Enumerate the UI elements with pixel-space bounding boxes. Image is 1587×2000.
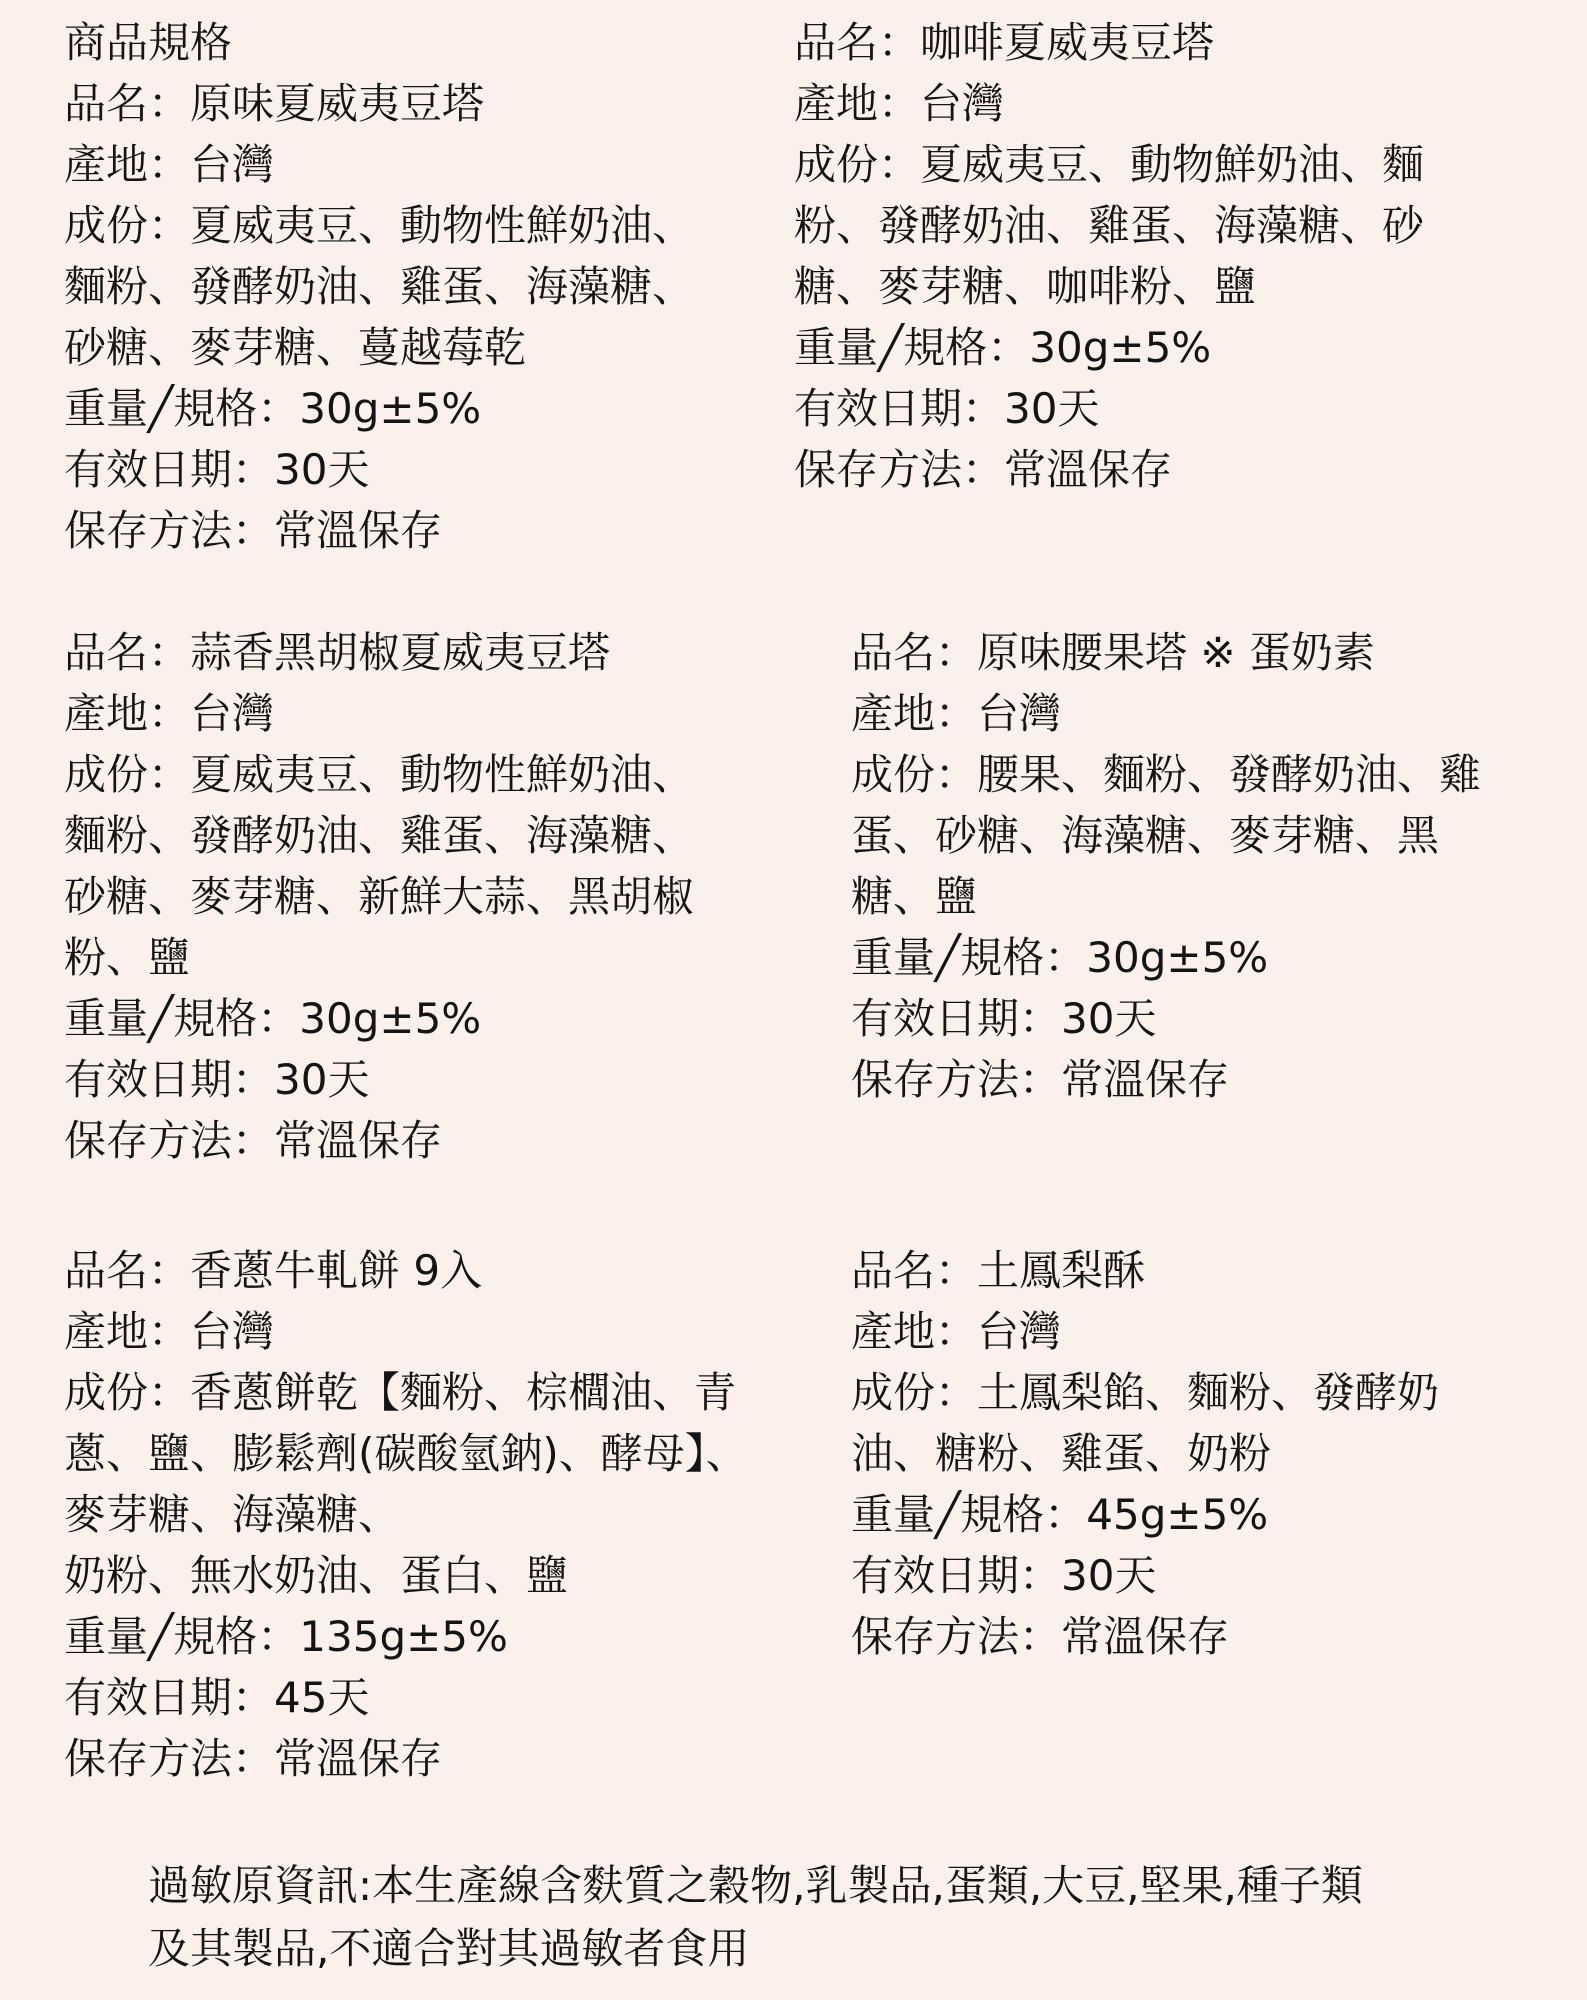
shelf-life: 有效日期：30天: [851, 994, 1157, 1043]
ingredients-line: 粉、鹽: [64, 933, 191, 982]
ingredients-line: 糖、麥芽糖、咖啡粉、鹽: [794, 262, 1257, 311]
origin: 產地：台灣: [64, 689, 275, 738]
ingredients-line: 砂糖、麥芽糖、新鮮大蒜、黑胡椒: [64, 872, 695, 921]
ingredients-line: 成份：夏威夷豆、動物性鮮奶油、: [64, 750, 695, 799]
weight-spec: 重量╱規格：45g±5%: [851, 1490, 1269, 1539]
weight-spec: 重量╱規格：135g±5%: [64, 1612, 508, 1661]
product-name: 品名：原味夏威夷豆塔: [64, 79, 485, 128]
allergen-notice-line: 及其製品,不適合對其過敏者食用: [148, 1924, 750, 1973]
spec-block-coffee-macadamia-tart: [794, 12, 1424, 500]
storage-method: 保存方法：常溫保存: [851, 1055, 1230, 1104]
storage-method: 保存方法：常溫保存: [851, 1612, 1230, 1661]
ingredients-line: 奶粉、無水奶油、蛋白、鹽: [64, 1551, 569, 1600]
product-name: 品名：土鳳梨酥: [851, 1246, 1146, 1295]
spec-block-garlic-pepper-macadamia-tart: [64, 622, 694, 1171]
ingredients-line: 成份：腰果、麵粉、發酵奶油、雞: [851, 750, 1482, 799]
ingredients-line: 麵粉、發酵奶油、雞蛋、海藻糖、: [64, 811, 695, 860]
origin: 產地：台灣: [64, 1307, 275, 1356]
shelf-life: 有效日期：30天: [64, 1055, 370, 1104]
weight-spec: 重量╱規格：30g±5%: [64, 384, 482, 433]
spec-block-original-macadamia-tart: [64, 12, 694, 561]
ingredients-line: 成份：土鳳梨餡、麵粉、發酵奶: [851, 1368, 1440, 1417]
spec-block-scallion-nougat-cracker: [64, 1240, 748, 1789]
ingredients-line: 蔥、鹽、膨鬆劑(碳酸氫鈉)、酵母】、: [64, 1429, 748, 1478]
allergen-notice: [148, 1854, 1363, 1980]
ingredients-line: 麥芽糖、海藻糖、: [64, 1490, 401, 1539]
product-name: 品名：蒜香黑胡椒夏威夷豆塔: [64, 628, 611, 677]
origin: 產地：台灣: [851, 689, 1062, 738]
product-name: 品名：原味腰果塔 ※ 蛋奶素: [851, 628, 1375, 677]
product-name: 品名：香蔥牛軋餅 9入: [64, 1246, 483, 1295]
ingredients-line: 糖、鹽: [851, 872, 978, 921]
product-name: 品名：咖啡夏威夷豆塔: [794, 18, 1215, 67]
storage-method: 保存方法：常溫保存: [64, 506, 443, 555]
ingredients-line: 油、糖粉、雞蛋、奶粉: [851, 1429, 1272, 1478]
shelf-life: 有效日期：30天: [851, 1551, 1157, 1600]
spec-block-cashew-tart: [851, 622, 1481, 1110]
shelf-life: 有效日期：30天: [64, 445, 370, 494]
weight-spec: 重量╱規格：30g±5%: [64, 994, 482, 1043]
allergen-notice-line: 過敏原資訊:本生產線含麩質之穀物,乳製品,蛋類,大豆,堅果,種子類: [148, 1861, 1363, 1910]
shelf-life: 有效日期：45天: [64, 1673, 370, 1722]
origin: 產地：台灣: [851, 1307, 1062, 1356]
ingredients-line: 成份：夏威夷豆、動物鮮奶油、麵: [794, 140, 1425, 189]
section-heading: 商品規格: [64, 18, 233, 67]
weight-spec: 重量╱規格：30g±5%: [794, 323, 1212, 372]
storage-method: 保存方法：常溫保存: [794, 445, 1173, 494]
shelf-life: 有效日期：30天: [794, 384, 1100, 433]
ingredients-line: 蛋、砂糖、海藻糖、麥芽糖、黑: [851, 811, 1440, 860]
ingredients-line: 成份：香蔥餅乾【麵粉、棕櫚油、青: [64, 1368, 737, 1417]
origin: 產地：台灣: [794, 79, 1005, 128]
spec-block-pineapple-cake: [851, 1240, 1439, 1667]
origin: 產地：台灣: [64, 140, 275, 189]
ingredients-line: 砂糖、麥芽糖、蔓越莓乾: [64, 323, 527, 372]
weight-spec: 重量╱規格：30g±5%: [851, 933, 1269, 982]
ingredients-line: 粉、發酵奶油、雞蛋、海藻糖、砂: [794, 201, 1425, 250]
ingredients-line: 成份：夏威夷豆、動物性鮮奶油、: [64, 201, 695, 250]
ingredients-line: 麵粉、發酵奶油、雞蛋、海藻糖、: [64, 262, 695, 311]
storage-method: 保存方法：常溫保存: [64, 1734, 443, 1783]
storage-method: 保存方法：常溫保存: [64, 1116, 443, 1165]
